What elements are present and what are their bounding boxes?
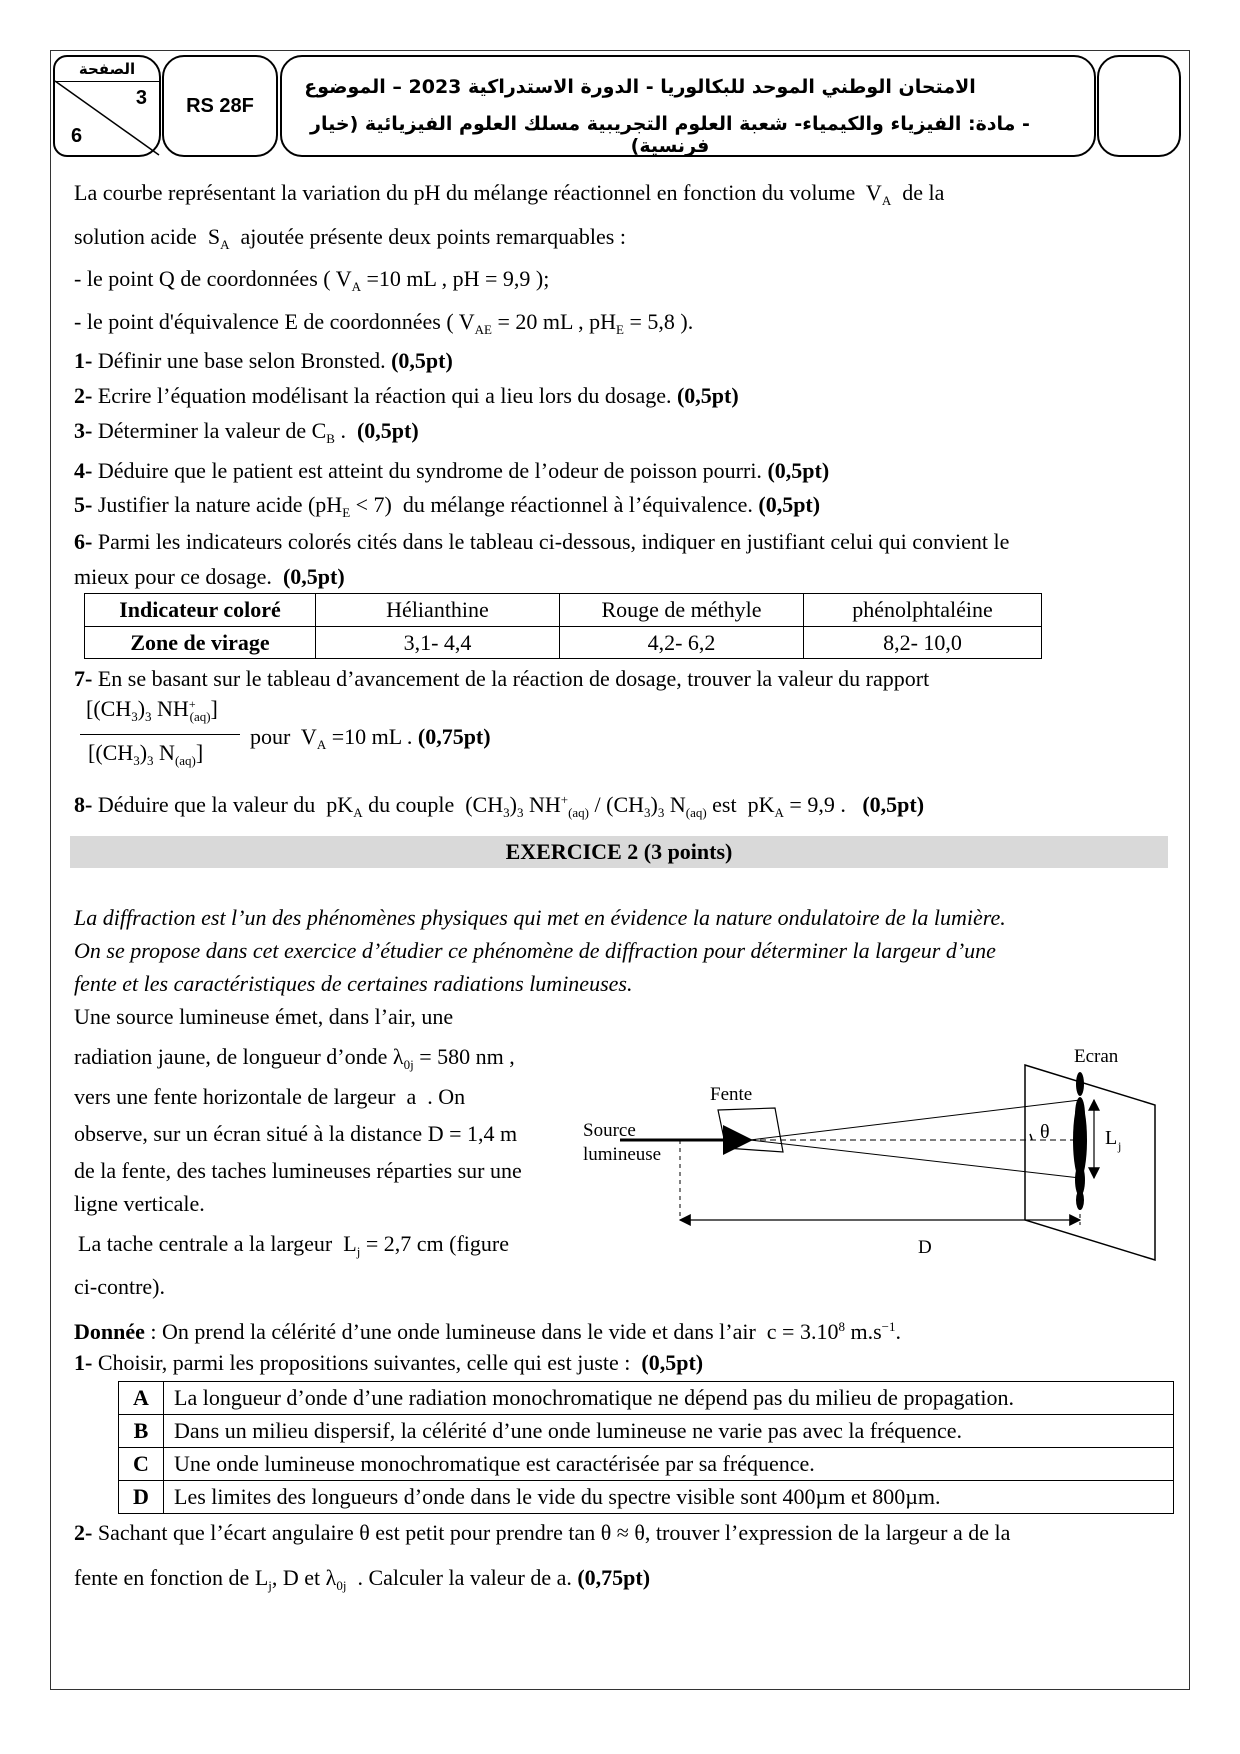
theta-arc xyxy=(1030,1134,1032,1140)
choice-row xyxy=(119,1415,1174,1448)
choice-letter: B xyxy=(119,1415,164,1448)
lj-label: L xyxy=(1105,1127,1118,1149)
screen-label: Ecran xyxy=(1074,1046,1119,1067)
choice-row xyxy=(119,1448,1174,1481)
question-8: 8- Déduire que la valeur du $pK_A$ du couple $(CH_3)_3$ $NH^+_{(aq)} / (CH_3)_3$ $N_{(aq)}$ est $pK_A = 9,9$ . (0,5pt) xyxy=(74,792,925,820)
choice-text: Les limites des longueurs d’onde dans le vide du spectre visible sont 400µm et 800µm. xyxy=(164,1481,1174,1514)
page-number-box xyxy=(53,55,161,157)
exercise-2-title: EXERCICE 2 (3 points) xyxy=(70,836,1168,868)
question-7: 7- En se basant sur le tableau d’avancement de la réaction de dosage, trouver la valeur du rapport xyxy=(74,666,930,691)
exam-code: RS 28F xyxy=(186,95,254,117)
ex2-para-3: vers une fente horizontale de largeur a . On xyxy=(74,1084,466,1109)
indicator-cell: 8,2- 10,0 xyxy=(804,627,1042,659)
ex2-question-2a: 2- Sachant que l’écart angulaire θ est petit pour prendre tan θ ≈ θ, trouver l’expression de la largeur a de la xyxy=(74,1520,1011,1545)
question-6b: mieux pour ce dosage. (0,5pt) xyxy=(74,564,345,589)
question-2: 2- Ecrire l’équation modélisant la réaction qui a lieu lors du dosage. (0,5pt) xyxy=(74,383,739,408)
indicator-cell: 4,2- 6,2 xyxy=(560,627,804,659)
diffraction-figure xyxy=(583,1040,1180,1270)
point-e: - le point d'équivalence E de coordonnées ( $V_{AE} = 20$ mL , $pH_E = 5,8$ ). xyxy=(74,309,694,337)
page-label: الصفحة xyxy=(78,60,136,78)
exam-title-line2: - مادة: الفيزياء والكيمياء- شعبة العلوم التجريبية مسلك العلوم الفيزيائية (خيار فرنسية) xyxy=(310,113,1030,157)
question-4: 4- Déduire que le patient est atteint du syndrome de l’odeur de poisson pourri. (0,5pt) xyxy=(74,458,830,483)
intro-line2: solution acide $S_A$ ajoutée présente deux points remarquables : xyxy=(74,224,626,252)
question-6a: 6- Parmi les indicateurs colorés cités dans le tableau ci-dessous, indiquer en justifiant celui qui convient le xyxy=(74,529,1010,554)
theta-label: θ xyxy=(1040,1121,1050,1143)
ex2-question-2b: fente en fonction de $L_j$, D et $\lambda_{0j}$ . Calculer la valeur de a. (0,75pt) xyxy=(74,1565,651,1593)
slit-shape xyxy=(718,1108,783,1152)
choice-letter: D xyxy=(119,1481,164,1514)
indicator-header-cell: Rouge de méthyle xyxy=(560,594,804,627)
slit-label: Fente xyxy=(710,1084,753,1105)
ex2-para-1: Une source lumineuse émet, dans l’air, une xyxy=(74,1004,454,1029)
indicator-table xyxy=(84,593,1042,659)
page-number: 3 xyxy=(135,87,147,109)
page-total: 6 xyxy=(71,125,83,147)
exam-title-line1: الامتحان الوطني الموحد للبكالوريا - الدورة الاستدراكية 2023 – الموضوع xyxy=(304,76,976,98)
choice-letter: A xyxy=(119,1382,164,1415)
question-1: 1- Définir une base selon Bronsted. (0,5pt) xyxy=(74,348,453,373)
ex2-para-8: ci-contre). xyxy=(74,1274,165,1299)
d-label: D xyxy=(918,1237,932,1258)
ex2-para-4: observe, sur un écran situé à la distance D = 1,4 m xyxy=(74,1121,518,1146)
question-7-condition: pour $V_A =10$ mL . (0,75pt) xyxy=(250,724,491,752)
indicator-cell: 3,1- 4,4 xyxy=(316,627,560,659)
question-5: 5- Justifier la nature acide $(pH_E < 7)$ du mélange réactionnel à l’équivalence. (0,5pt) xyxy=(74,492,821,520)
indicator-header-cell: phénolphtaléine xyxy=(804,594,1042,627)
concentration-ratio: [$(CH_3)_3$ $NH^+_{(aq)}$] [$(CH_3)_3$ $N_{(aq)}$] xyxy=(78,694,243,779)
choice-text: La longueur d’onde d’une radiation monochromatique ne dépend pas du milieu de propagation. xyxy=(164,1382,1174,1415)
lj-subscript: j xyxy=(1118,1139,1122,1153)
point-q: - le point Q de coordonnées ( $V_A =10$ mL , pH = 9,9 ); xyxy=(74,266,550,294)
source-label-2: lumineuse xyxy=(583,1144,662,1165)
choice-row xyxy=(119,1382,1174,1415)
choice-text: Une onde lumineuse monochromatique est caractérisée par sa fréquence. xyxy=(164,1448,1174,1481)
donnee: Donnée : On prend la célérité d’une onde lumineuse dans le vide et dans l’air $c = 3.10^8$ $m.s^{-1}$. xyxy=(74,1319,901,1344)
ex2-question-1: 1- Choisir, parmi les propositions suivantes, celle qui est juste : (0,5pt) xyxy=(74,1350,704,1375)
choice-letter: C xyxy=(119,1448,164,1481)
screen-shape xyxy=(1025,1065,1155,1260)
ex2-para-7: La tache centrale a la largeur $L_j = 2,7$ cm (figure xyxy=(78,1231,509,1259)
indicator-header-cell: Hélianthine xyxy=(316,594,560,627)
indicator-cell: Zone de virage xyxy=(85,627,316,659)
choices-table xyxy=(118,1381,1174,1514)
ex2-intro-line3: fente et les caractéristiques de certaines radiations lumineuses. xyxy=(74,971,633,996)
indicator-header-cell: Indicateur coloré xyxy=(85,594,316,627)
code-box xyxy=(162,55,278,157)
ex2-para-6: ligne verticale. xyxy=(74,1191,205,1216)
diffraction-spots xyxy=(1073,1072,1087,1210)
choice-row xyxy=(119,1481,1174,1514)
source-label-1: Source xyxy=(583,1120,636,1141)
ex2-para-2: radiation jaune, de longueur d’onde $\lambda_{0j} = 580$ nm , xyxy=(74,1044,515,1072)
ex2-para-5: de la fente, des taches lumineuses réparties sur une xyxy=(74,1158,522,1183)
empty-box xyxy=(1097,55,1181,157)
ex2-intro-line1: La diffraction est l’un des phénomènes physiques qui met en évidence la nature ondulatoire de la lumière. xyxy=(74,905,1006,930)
ex2-intro-line2: On se propose dans cet exercice d’étudier ce phénomène de diffraction pour déterminer la largeur d’une xyxy=(74,938,996,963)
question-3: 3- Déterminer la valeur de $C_B$ . (0,5pt) xyxy=(74,418,419,446)
intro-line1: La courbe représentant la variation du pH du mélange réactionnel en fonction du volume $V_A$ de la xyxy=(74,180,945,208)
choice-text: Dans un milieu dispersif, la célérité d’une onde lumineuse ne varie pas avec la fréquence. xyxy=(164,1415,1174,1448)
